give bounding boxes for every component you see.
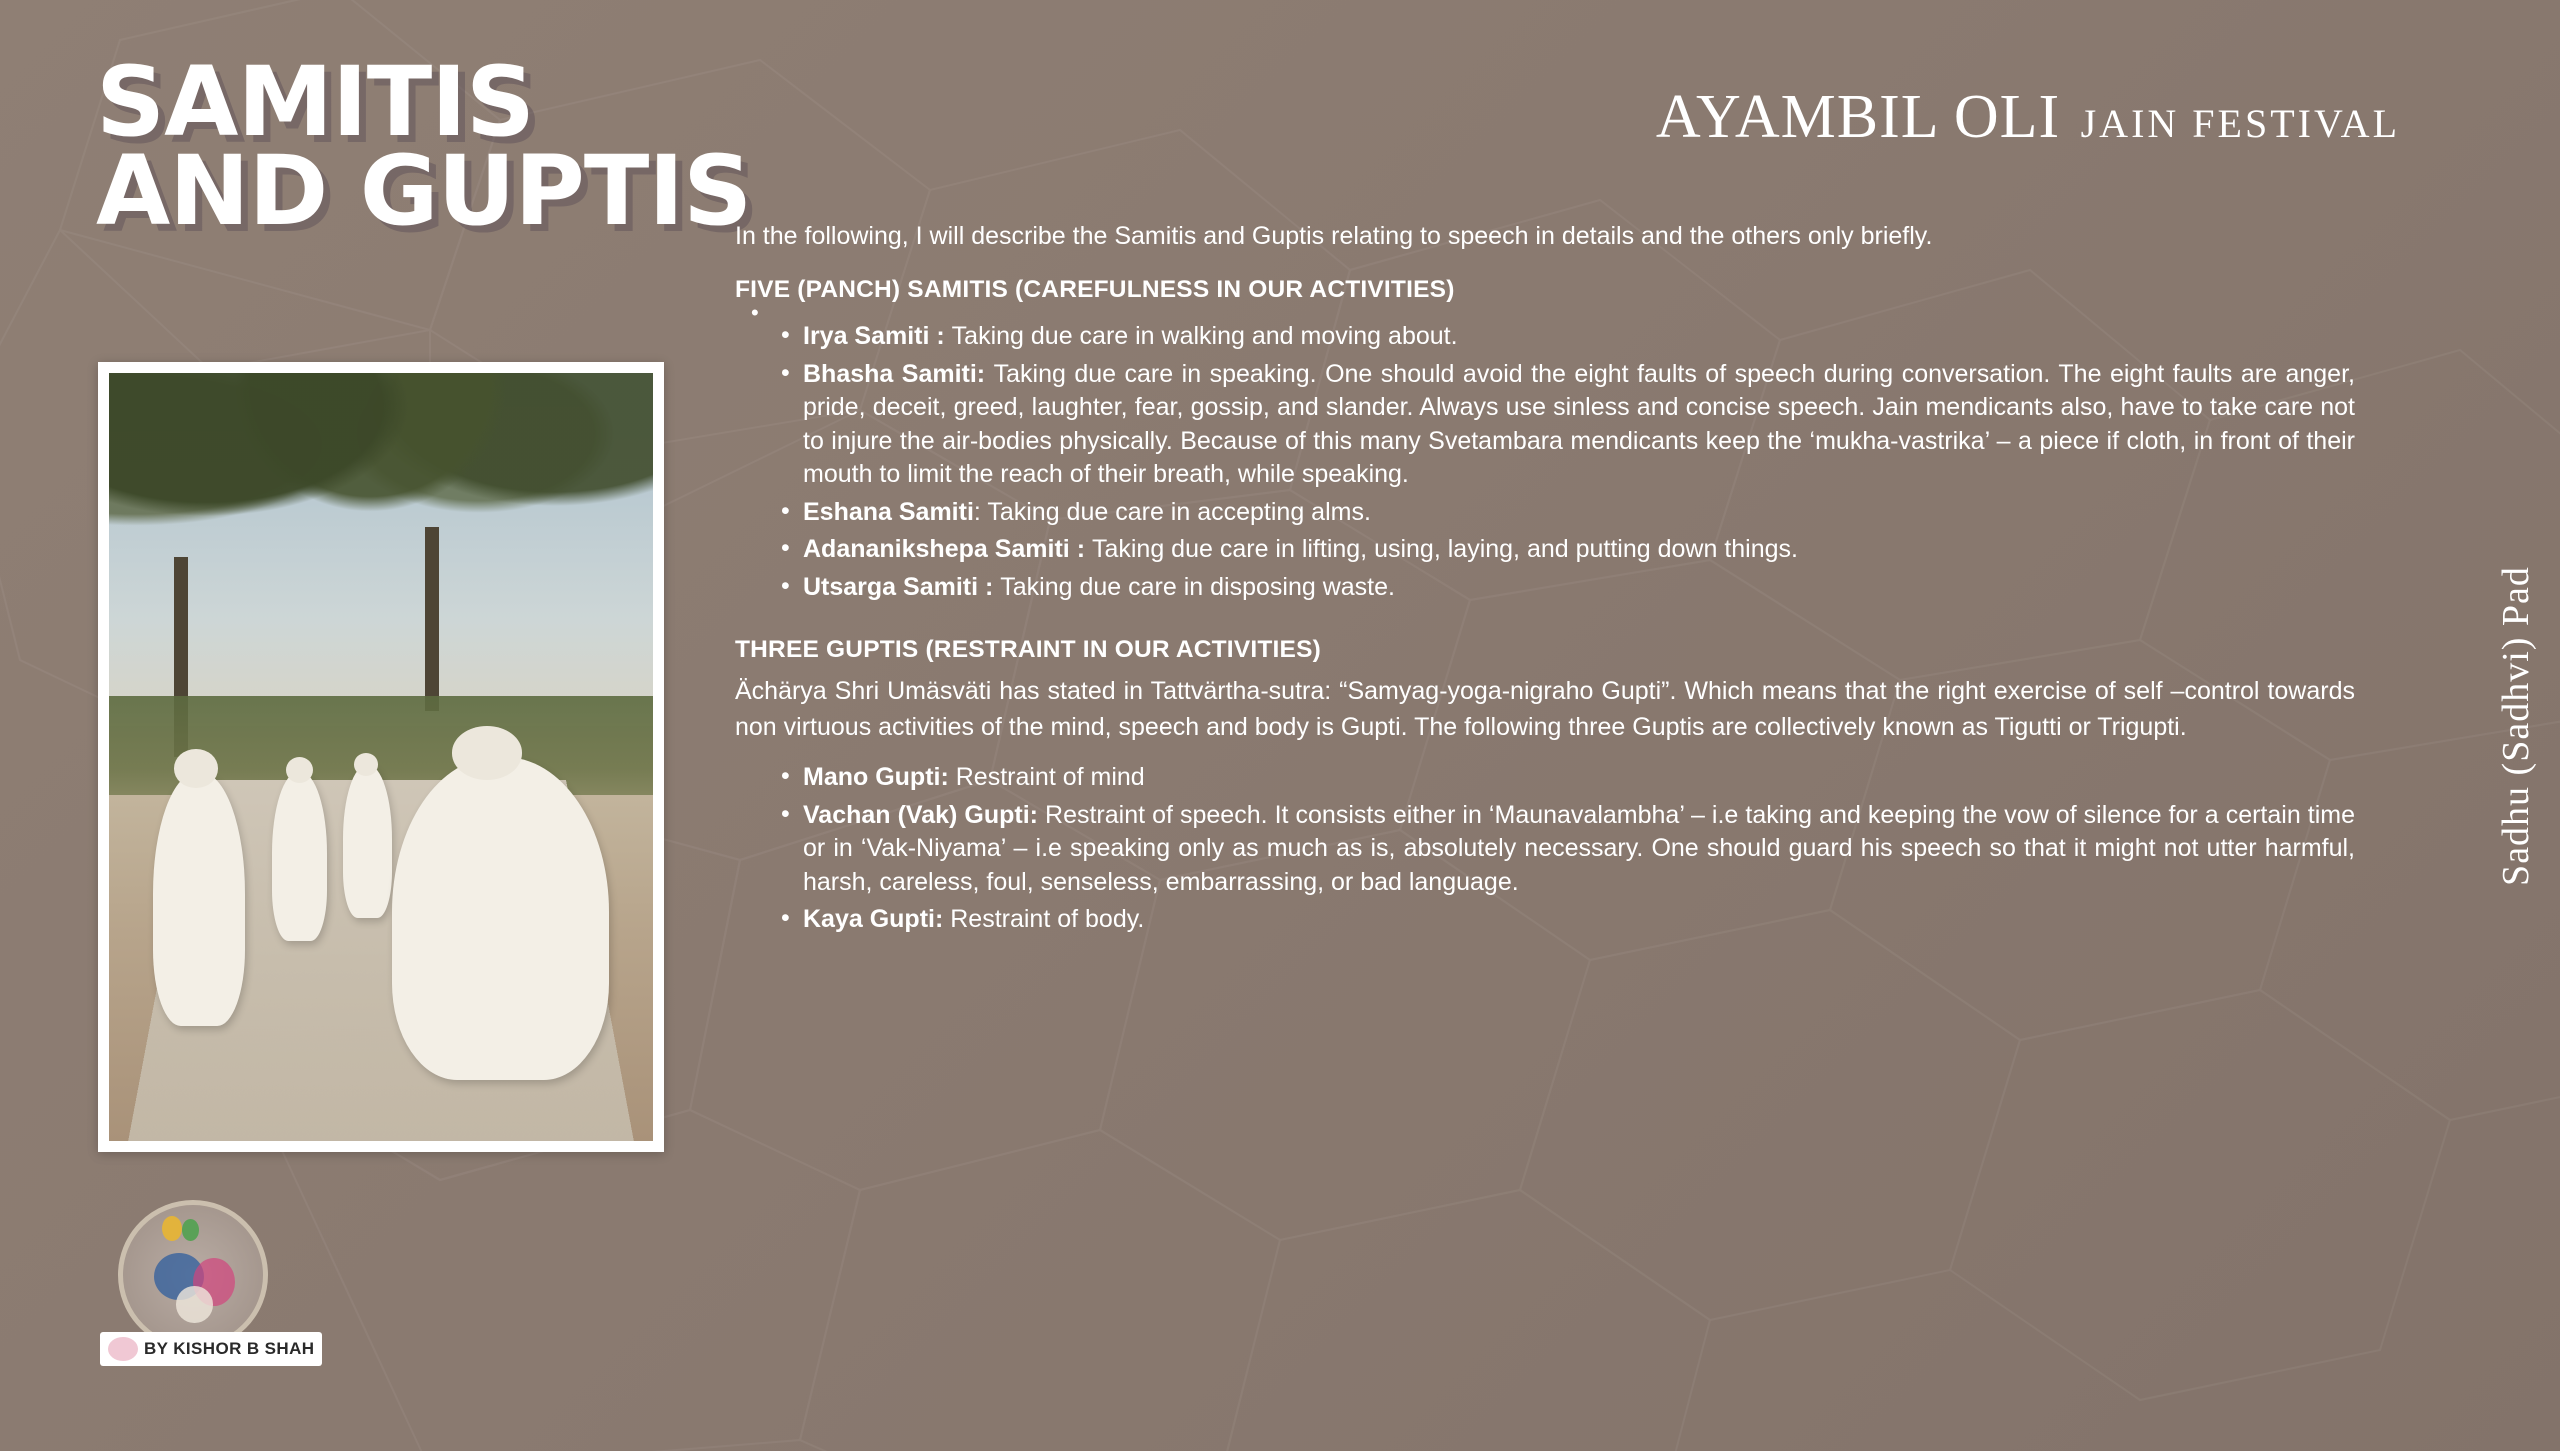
logo-block bbox=[100, 1200, 320, 1366]
samitis-list bbox=[735, 320, 2355, 604]
list-item bbox=[781, 320, 2355, 354]
list-item bbox=[781, 761, 2355, 795]
list-item bbox=[781, 571, 2355, 605]
list-item-term: Mano Gupti: bbox=[803, 763, 956, 792]
monks-walking-photo bbox=[109, 373, 653, 1141]
intro-paragraph: In the following, I will describe the Samitis and Guptis relating to speech in details and the others only briefly. bbox=[735, 222, 1933, 250]
credit-dot-icon bbox=[108, 1337, 138, 1361]
photo-figure-head bbox=[286, 757, 313, 783]
list-item-text: Taking due care in walking and moving about. bbox=[951, 322, 1458, 351]
credit-badge bbox=[100, 1332, 322, 1366]
brand-header bbox=[1280, 82, 2400, 153]
list-item-text: Taking due care in speaking. One should avoid the eight faults of speech during conversation. The eight faults are anger, pride, deceit, greed, laughter, fear, gossip, and slander. Always use sinless and concise speech. Jain mendicants also, have to take care not to injure the air-bodies physically. Because of this many Svetambara mendicants keep the ‘mukha-vastrika’ – a piece if cloth, in front of their mouth to limit the reach of their breath, while speaking. bbox=[803, 359, 2355, 489]
list-item-term: Irya Samiti : bbox=[803, 322, 952, 351]
side-label: Sadhu (Sadhvi) Pad bbox=[2495, 565, 2537, 886]
brand-title: AYAMBIL OLI bbox=[1655, 83, 2061, 151]
list-item-text: Restraint of body. bbox=[950, 905, 1145, 934]
photo-frame bbox=[98, 362, 664, 1152]
list-item bbox=[781, 496, 2355, 530]
section-heading-guptis: THREE GUPTIS (RESTRAINT IN OUR ACTIVITIES) bbox=[735, 636, 1321, 664]
page-title: SAMITIS AND GUPTIS bbox=[96, 46, 752, 248]
list-item bbox=[781, 903, 2355, 937]
section-heading-samitis: FIVE (PANCH) SAMITIS (CAREFULNESS IN OUR ACTIVITIES) bbox=[735, 276, 1455, 304]
list-item-text: Restraint of speech. It consists either in ‘Maunavalambha’ – i.e taking and keeping the vow of silence for a certain time or in ‘Vak-Niyama’ – i.e speaking only as much as is, absolutely necessary. One should guard his speech so that it might not utter harmful, harsh, careless, foul, senseless, embarrassing, or bad language. bbox=[803, 800, 2355, 896]
content-body bbox=[735, 218, 2355, 941]
list-item-term: Bhasha Samiti: bbox=[803, 359, 994, 388]
list-item-term: Vachan (Vak) Gupti: bbox=[803, 800, 1046, 829]
list-item bbox=[781, 533, 2355, 567]
credit-text: BY KISHOR B SHAH bbox=[144, 1339, 315, 1358]
photo-figure bbox=[343, 765, 392, 919]
photo-trees bbox=[109, 373, 653, 649]
stray-bullet-mark: • bbox=[751, 300, 759, 326]
list-item-term: Kaya Gupti: bbox=[803, 905, 951, 934]
photo-figure-head bbox=[452, 726, 523, 780]
photo-figure bbox=[153, 772, 245, 1025]
list-item-text: Taking due care in disposing waste. bbox=[1000, 572, 1395, 601]
photo-figure bbox=[272, 772, 326, 941]
list-item-term: Adananikshepa Samiti : bbox=[803, 535, 1092, 564]
guptis-intro-paragraph: Ächärya Shri Umäsväti has stated in Tattvärtha-sutra: “Samyag-yoga-nigraho Gupti”. Which means that the right exercise of self –control towards non virtuous activities of the mind, speech and body is Gupti. The following three Guptis are collectively known as Tigutti or Trigupti. bbox=[735, 677, 2355, 741]
photo-figure-main bbox=[392, 757, 610, 1080]
photo-tree-trunk bbox=[425, 527, 439, 711]
list-item bbox=[781, 799, 2355, 900]
list-item-text: Restraint of mind bbox=[955, 763, 1145, 792]
jain-logo-icon bbox=[118, 1200, 268, 1350]
spacer bbox=[735, 745, 2355, 759]
brand-subtitle: JAIN FESTIVAL bbox=[2080, 101, 2400, 146]
spacer bbox=[735, 608, 2355, 622]
list-item-term: Utsarga Samiti : bbox=[803, 572, 1001, 601]
photo-figure-head bbox=[174, 749, 218, 787]
list-item-term: Eshana Samiti bbox=[803, 497, 974, 526]
list-item-text: Taking due care in lifting, using, laying, and putting down things. bbox=[1091, 535, 1798, 564]
list-item bbox=[781, 358, 2355, 492]
title-block bbox=[96, 46, 756, 248]
list-item-text: : Taking due care in accepting alms. bbox=[973, 497, 1371, 526]
guptis-list bbox=[735, 761, 2355, 937]
